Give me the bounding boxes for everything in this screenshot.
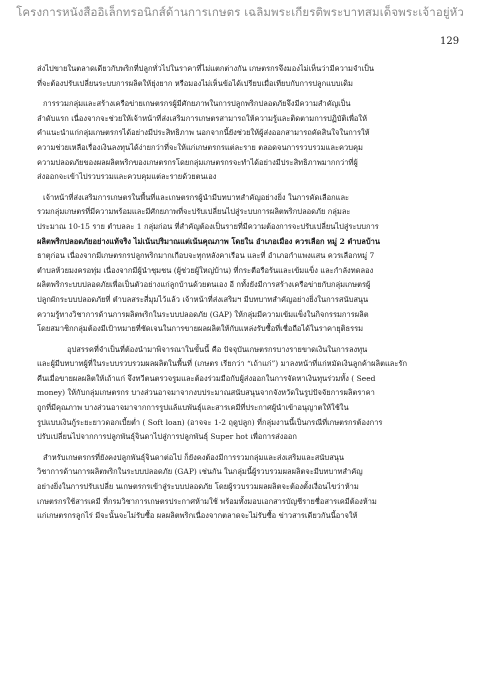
page-header: โครงการหนังสืออิเล็กทรอนิกส์ด้านการเกษตร เฉลิมพระเกียรติพระบาทสมเด็จพระเจ้าอยู่หัว [16, 5, 464, 19]
text-line: เกษตรกรใช้สารเคมี ที่กรมวิชาการเกษตรประกาศห้ามใช้ พร้อมทั้งมอบเอกสารบัญชีรายชื่อสารเคมีต้องห้าม [37, 496, 377, 506]
text-line: รวมกลุ่มเกษตรที่มีความพร้อมและมีศักยภาพที่จะปรับเปลี่ยนไปสู่ระบบการผลิตพริกปลอดภัย กลุ่มละ [37, 207, 351, 217]
text-line: ตำบลห้วยมงครอทุ่ม เนื่องจากมีผู้นำชุมชน (ผู้ช่วยผู้ใหญ่บ้าน) ที่กระตือรือร้นและเข้มแข็ง และกำลังทดลอง [37, 265, 374, 275]
text-line: คืนเมื่อขายผลผลิตให้เถ้าแก่ จึงทวีตนตรวจรูมและต้องร่วมมือกับผู้ส่งออกในการจัดหาเงินทุนร่วมทั้ง ( Seed [37, 373, 376, 383]
text-line: ความรู้ทางวิชาการด้านการผลิตพริกในระบบปลอดภัย (GAP) ให้กลุ่มมีความเข้มแข็งในกิจกรรมการผลิต [37, 309, 369, 319]
text-line: คำแนะนำแก่กลุ่มเกษตรกรได้อย่างมีประสิทธิภาพ นอกจากนี้ยังช่วยให้ผู้ส่งออกสามารถคัดสินใจในการให้ [37, 128, 370, 138]
text-line: การรวมกลุ่มและสร้างเครือข่ายเกษตรกรผู้มีศักยภาพในการปลูกพริกปลอดภัยจึงมีความสำคัญเป็น [43, 99, 351, 109]
page-number: 129 [440, 36, 460, 47]
text-line: ลำดับแรก เนื่องจากจะช่วยให้เจ้าหน้าที่ส่งเสริมการเกษตรสามารถให้ความรู้และติดตามการปฏิบัติเพื่อให้ [37, 113, 368, 123]
text-line: ปลูกผักระบบปลอดภัยที่ ตำบลสระสี่มุมไว้แล้ว เจ้าหน้าที่ส่งเสริมฯ มีบทบาทสำคัญอย่างยิ่งในการสนับสนุน [37, 294, 369, 304]
text-line: อย่างยิ่งในการปรับเปลี่ย นเกษตรกรเข้าสู่ระบบปลอดภัย โดยผู้รวบรวมผลผลิตจะต้องตั้งเงื่อนไขว่าห้าม [37, 482, 359, 492]
text-line: ผลิตพริกระบบปลอดภัยเพื่อเป็นตัวอย่างแก่ลูกบ้านด้วยตนเอง อี กทั้งยังมีการสร้างเครือข่ายกับกลุ่มเกษตรผู้ [37, 280, 371, 290]
text-line: ปรับเปลี่ยนไปจากการปลูกพันธุ์จินดาไปสู่การปลูกพันธุ์ Super hot เพื่อการส่งออก [37, 432, 297, 442]
text-line: โดยสมาชิกกลุ่มต้องมีเป้าหมายที่ชัดเจนในการขายผลผลิตให้กับแหล่งรับซื้อที่เชื่อถือได้ในราคายุติธรรม [37, 324, 364, 334]
text-line: อุปสรรคที่จำเป็นที่ต้องนำมาพิจารณาในขั้นนี้ คือ ปัจจุบันเกษตรกรบางรายขาดเงินในการลงทุน [67, 344, 368, 354]
text-line: ที่จะต้องปรับเปลี่ยนระบบการผลิตให้ยุ่งยาก หรือมองไม่เห็นข้อได้เปรียบเมื่อเทียบกับการปลูกแบบเดิม [37, 78, 353, 88]
text-line: แก่เกษตรกรลูกไร่ มีจะนั้นจะไม่รับซื้อ ผลผลิตพริกเนื่องจากตลาดจะไม่รับซื้อ ข่าวสารเดียวกันนี้อาจให้ [37, 511, 358, 521]
text-line: ถูกที่มีคุณภาพ บางส่วนอาจมาจากการรูปแล้แบพันธุ์และสารเคมีที่ประกาศผู้นำเข้าอนุญาตให้ใช้ใน [37, 403, 349, 413]
text-line: เจ้าหน้าที่ส่งเสริมการเกษตรในพื้นที่และเกษตรกรผู้นำมีบทบาทสำคัญอย่างยิ่ง ในการคัดเลือกและ [43, 192, 350, 202]
text-line: วิชาการด้านการผลิตพริกในระบบปลอดภัย (GAP) เช่นกัน ในกลุ่มนี้ผู้รวบรวมผลผลิตจะมีบทบาทสำคัญ [37, 467, 363, 477]
text-line: สำหรับเกษตรกรที่ยังคงปลูกพันธุ์จินดาต่อไป ก็ยังคงต้องมีการรวมกลุ่มและส่งเสริมและสนับสนุน [43, 452, 345, 462]
text-line: รูปแบบเงินกู้ระยะยาวดอกเบี้ยต่ำ ( Soft loan) (อาจจะ 1-2 ฤดูปลูก) ที่กลุ่มงานนี้เป็นกรณีที่เกษตรกรต้องการ [37, 417, 383, 427]
text-line-emphasis: ประมาณ 10-15 ราย ตำบลละ 1 กลุ่มก่อน ที่สำคัญต้องเป็นรายที่มีความต้องการจะปรับเปลี่ยนไปสู่ระบบการ [37, 221, 379, 231]
text-line: ความปลอดภัยของผลผลิตพริกของเกษตรกรโดยกลุ่มเกษตรกรจะทำได้อย่างมีประสิทธิภาพมากกว่าที่ผู้ [37, 157, 358, 167]
document-body [37, 62, 449, 524]
text-line-emphasis: ผลิตพริกปลอดภัยอย่างแท้จริง ไม่เน้นปริมาณแต่เน้นคุณภาพ โดยใน อำเภอเมือง ควรเลือก หมู่ 2 ตำบลบ้าน [37, 236, 380, 246]
text-line: ความช่วยเหลือเรื่องเงินลงทุนได้ง่ายกว่าที่จะให้แก่เกษตรกรแต่ละราย ตลอดจนการรวบรวมและควบคุม [37, 142, 363, 152]
text-line: money) ให้กับกลุ่มเกษตรกร บางส่วนอาจมาจากงบประมาณสนับสนุนจากจังหวัดในรูปปัจจัยการผลิตราคา [37, 388, 375, 398]
text-line: ธาตุก่อน เนื่องจากมีเกษตรกรปลูกพริกมากเกือบจะทุกหลังคาเรือน และที่ อำเภอกำแพงแสน ควรเลือกหมู่ 7 [37, 251, 375, 261]
text-line: ส่งออกจะเข้าไปรวบรวมและควบคุมแต่ละรายด้วยตนเอง [37, 172, 217, 182]
text-line: ส่งไปขายในตลาดเดียวกับพริกที่ปลูกทั่วไปในราคาที่ไม่แตกต่างกัน เกษตรกรจึงมองไม่เห็นว่ามีความจำเป็น [37, 64, 375, 73]
text-line: และผู้มีบทบาทผู้ที่ในระบบรวบรวมผลผลิตในพื้นที่ (เกษตร เรียกว่า “เถ้าแก่”) มาลงหน้าที่แก่หมัดเงินลูกค้าผลิตและรัก [37, 359, 407, 369]
